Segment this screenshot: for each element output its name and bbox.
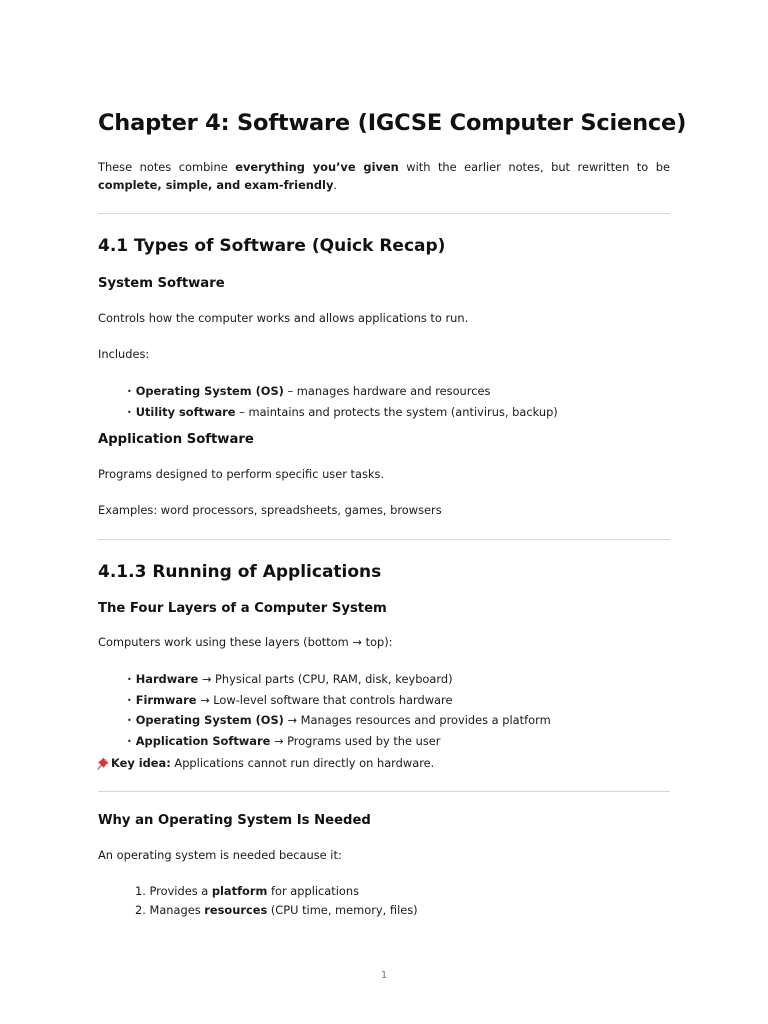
divider: [98, 539, 670, 540]
list-item-text: for applications: [267, 884, 360, 898]
pushpin-icon: [96, 756, 110, 770]
system-software-desc: Controls how the computer works and allows applications to run.: [98, 311, 469, 325]
section-heading-running: 4.1.3 Running of Applications: [98, 562, 382, 582]
list-item-term: platform: [211, 884, 268, 898]
list-number: 2.: [135, 902, 146, 917]
list-item-term: Application Software: [135, 733, 271, 748]
application-software-desc: Programs designed to perform specific user tasks.: [98, 467, 385, 481]
section-heading-types: 4.1 Types of Software (Quick Recap): [98, 236, 446, 256]
list-item-text: Manages: [145, 902, 205, 917]
list-item-text: → Physical parts (CPU, RAM, disk, keyboard): [198, 672, 453, 686]
list-item: [135, 901, 418, 920]
layers-list: [127, 670, 551, 752]
list-item-text: Provides a: [145, 884, 212, 898]
page-title: Chapter 4: Software (IGCSE Computer Science): [98, 110, 687, 136]
list-item-text: → Low-level software that controls hardware: [196, 692, 453, 707]
list-item-term: Hardware: [135, 672, 199, 686]
list-item: [127, 403, 558, 424]
list-item-term: Firmware: [135, 692, 197, 707]
subheading-four-layers: The Four Layers of a Computer System: [98, 601, 387, 616]
why-os-list: [135, 882, 418, 919]
list-item: [127, 382, 558, 403]
list-item: [135, 882, 418, 901]
intro-bold: complete, simple, and exam-friendly: [98, 178, 334, 192]
intro-text: with the earlier notes, but rewritten to be: [398, 160, 670, 174]
list-item-text: – manages hardware and resources: [283, 384, 491, 398]
list-item-text: → Manages resources and provides a platform: [283, 713, 551, 727]
list-item-term: Utility software: [135, 404, 236, 419]
list-item-term: resources: [204, 902, 268, 917]
includes-label: Includes:: [98, 347, 150, 361]
subheading-why-os: Why an Operating System Is Needed: [98, 813, 371, 828]
list-item-text: → Programs used by the user: [270, 733, 441, 748]
list-item-term: Operating System (OS): [135, 713, 284, 727]
divider: [98, 791, 670, 792]
intro-paragraph: [98, 158, 670, 194]
divider: [98, 213, 670, 214]
why-os-desc: An operating system is needed because it:: [98, 848, 342, 862]
list-item-text: – maintains and protects the system (antivirus, backup): [235, 404, 558, 419]
system-software-list: [127, 382, 558, 423]
intro-text: These notes combine: [98, 160, 236, 174]
list-item: [127, 732, 551, 753]
list-number: 1.: [135, 884, 146, 898]
list-item-text: (CPU time, memory, files): [267, 902, 418, 917]
list-item: [127, 711, 551, 732]
list-item: [127, 691, 551, 712]
key-idea-text: Applications cannot run directly on hardware.: [170, 756, 435, 770]
intro-bold: everything you’ve given: [235, 160, 399, 174]
key-idea-label: Key idea:: [111, 756, 171, 770]
page-number: 1: [380, 970, 388, 981]
list-item: [127, 670, 551, 691]
subheading-application-software: Application Software: [98, 432, 254, 447]
intro-text: .: [333, 178, 338, 192]
application-examples: Examples: word processors, spreadsheets, games, browsers: [98, 503, 442, 517]
subheading-system-software: System Software: [98, 276, 225, 291]
layers-desc: Computers work using these layers (bottom → top):: [98, 635, 393, 649]
list-item-term: Operating System (OS): [135, 384, 284, 398]
key-idea-callout: [96, 754, 434, 772]
